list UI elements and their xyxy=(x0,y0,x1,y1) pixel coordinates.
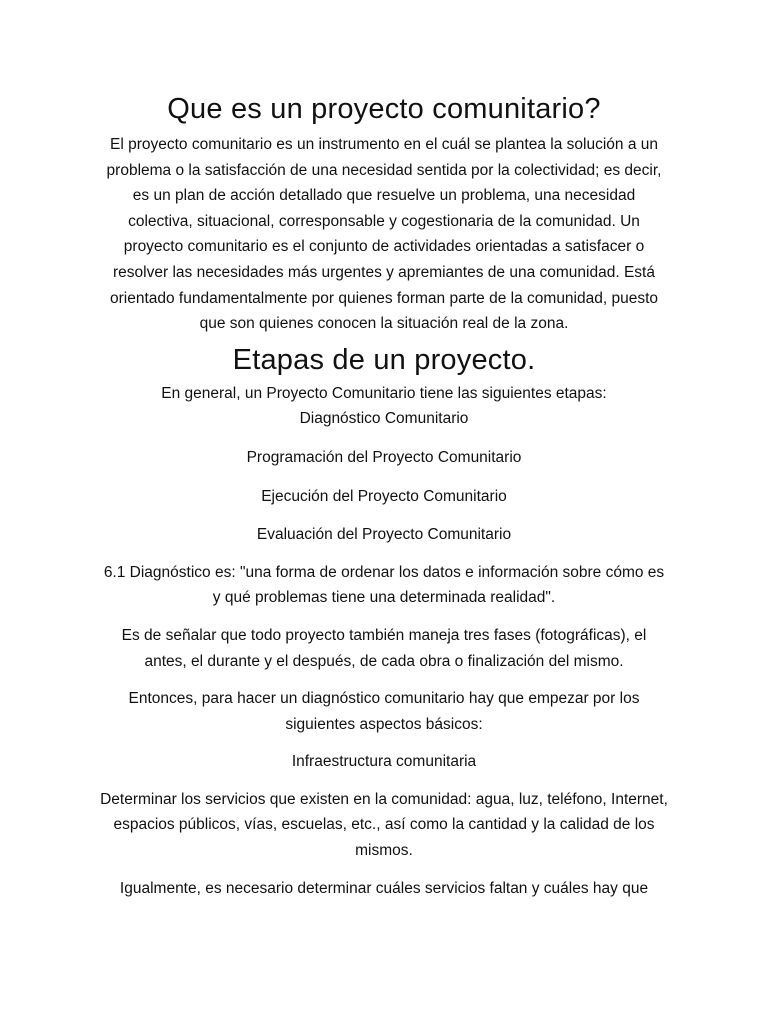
page-title: Que es un proyecto comunitario? xyxy=(167,93,601,125)
document-page xyxy=(100,92,668,901)
stage-item: Diagnóstico Comunitario xyxy=(299,410,469,428)
stage-item: Evaluación del Proyecto Comunitario xyxy=(256,526,512,544)
stage-item: Programación del Proyecto Comunitario xyxy=(246,448,522,466)
definition-paragraph: El proyecto comunitario es un instrumento en el cuál se plantea la solución a un problema o la satisfacción de una necesidad sentida por la colectividad; es decir, es un plan de acción detallado que resuelve un problema, una necesidad colectiva, situacional, corresponsable y cogestionaria de la comunidad. Un proyecto comunitario es el conjunto de actividades orientadas a satisfacer o resolver las necesidades más urgentes y apremiantes de una comunidad. Está orientado fundamentalmente por quienes forman parte de la comunidad, puesto que son quienes conocen la situación real de la zona. xyxy=(106,136,662,333)
section-title-etapas: Etapas de un proyecto. xyxy=(232,343,536,376)
fases-paragraph: Es de señalar que todo proyecto también maneja tres fases (fotográficas), el antes, el durante y el después, de cada obra o finalización del mismo. xyxy=(121,626,647,670)
stages-intro: En general, un Proyecto Comunitario tiene las siguientes etapas: xyxy=(161,384,607,402)
stage-item: Ejecución del Proyecto Comunitario xyxy=(261,487,507,505)
igualmente-paragraph: Igualmente, es necesario determinar cuáles servicios faltan y cuáles hay que xyxy=(119,879,649,897)
entonces-paragraph: Entonces, para hacer un diagnóstico comunitario hay que empezar por los siguientes aspectos básicos: xyxy=(128,690,640,733)
diagnostico-paragraph: 6.1 Diagnóstico es: "una forma de ordenar los datos e información sobre cómo es y qué problemas tiene una determinada realidad". xyxy=(103,563,665,607)
infraestructura-subheading: Infraestructura comunitaria xyxy=(291,753,477,771)
servicios-paragraph: Determinar los servicios que existen en la comunidad: agua, luz, teléfono, Internet, espacios públicos, vías, escuelas, etc., así como la cantidad y la calidad de los mismos. xyxy=(100,790,668,860)
